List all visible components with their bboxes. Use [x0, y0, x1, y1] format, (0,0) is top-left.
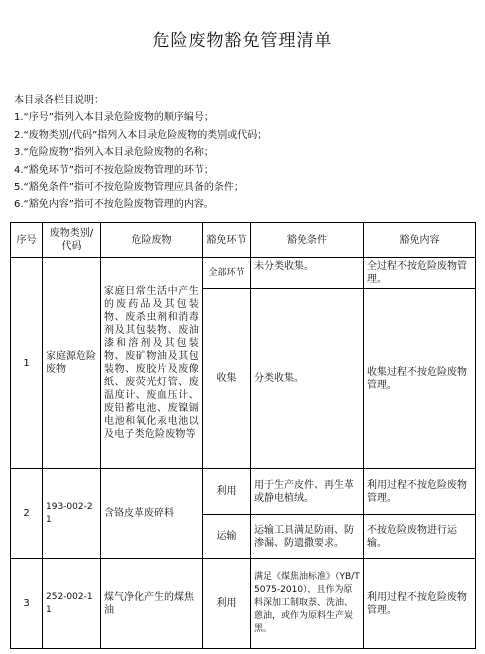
cell-condition: 满足《煤焦油标准》（YB/T5075-2010），且作为原料深加工制取萘、洗油、蒽油，或作为原料生产炭黑。: [251, 559, 364, 649]
cell-code: 家庭源危险废物: [43, 258, 101, 469]
cell-code: 193-002-21: [43, 469, 101, 559]
note-item: 1.“序号”指列入本目录危险废物的顺序编号；: [14, 112, 214, 124]
column-notes: [14, 92, 474, 214]
note-item: 4.“豁免环节”指可不按危险废物管理的环节；: [14, 164, 214, 176]
table-header-row: [11, 223, 476, 258]
cell-no: 2: [11, 469, 43, 559]
cell-no: 3: [11, 559, 43, 649]
cell-stage: 利用: [203, 469, 251, 515]
header-content: 豁免内容: [364, 223, 476, 258]
exemption-table: [10, 222, 476, 649]
cell-content: 利用过程不按危险废物管理。: [364, 559, 476, 649]
header-stage: 豁免环节: [203, 223, 251, 258]
table-row: [11, 559, 476, 649]
document-title: 危险废物豁免管理清单: [152, 31, 333, 51]
cell-waste: 家庭日常生活中产生的废药品及其包装物、废杀虫剂和消毒剂及其包装物、废油漆和溶剂及其包装物、废矿物油及其包装物、废胶片及废像纸、废荧光灯管、废温度计、废血压计、废铅蓄电池、废镍镉电池和氧化汞电池以及电子类危险废物等: [101, 258, 203, 469]
cell-stage: 运输: [203, 515, 251, 559]
table-row: [11, 258, 476, 289]
note-item: 2.“废物类别/代码”指列入本目录危险废物的类别或代码；: [14, 129, 268, 141]
header-condition: 豁免条件: [251, 223, 364, 258]
cell-condition: 运输工具满足防雨、防渗漏、防遗撒要求。: [251, 515, 364, 559]
notes-intro: 本目录各栏目说明：: [14, 95, 104, 106]
cell-waste: 含铬皮革废碎料: [101, 469, 203, 559]
cell-content: 利用过程不按危险废物管理。: [364, 469, 476, 515]
cell-waste: 煤气净化产生的煤焦油: [101, 559, 203, 649]
cell-code: 252-002-11: [43, 559, 101, 649]
header-code: 废物类别/代码: [43, 223, 101, 258]
cell-stage: 收集: [203, 289, 251, 469]
note-item: 5.“豁免条件”指可不按危险废物管理应具备的条件；: [14, 182, 244, 194]
cell-condition: 未分类收集。: [251, 258, 364, 289]
cell-condition: 用于生产皮件、再生革或静电植绒。: [251, 469, 364, 515]
cell-content: 收集过程不按危险废物管理。: [364, 289, 476, 469]
cell-stage: 利用: [203, 559, 251, 649]
header-waste: 危险废物: [101, 223, 203, 258]
cell-condition: 分类收集。: [251, 289, 364, 469]
note-item: 3.“危险废物”指列入本目录危险废物的名称；: [14, 147, 214, 159]
cell-no: 1: [11, 258, 43, 469]
cell-stage: 全部环节: [203, 258, 251, 289]
table-row: [11, 469, 476, 515]
note-item: 6.“豁免内容”指可不按危险废物管理的内容。: [14, 199, 214, 211]
cell-content: 不按危险废物进行运输。: [364, 515, 476, 559]
cell-content: 全过程不按危险废物管理。: [364, 258, 476, 289]
header-no: 序号: [11, 223, 43, 258]
